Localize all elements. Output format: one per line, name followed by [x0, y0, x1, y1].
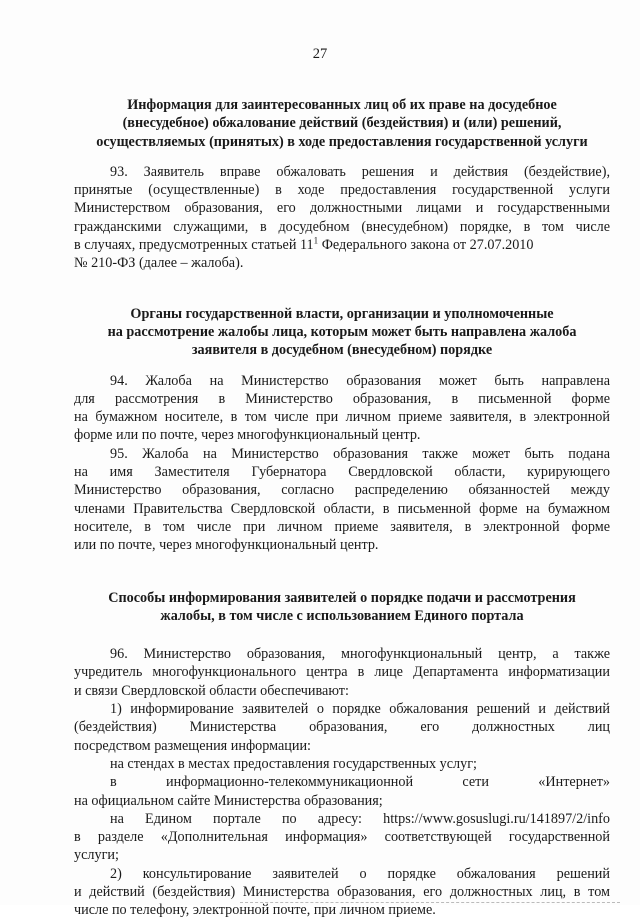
text-line: на Едином портале по адресу: https://www.gosuslugi.ru/141897/2/info — [110, 810, 610, 827]
text-line: 94. Жалоба на Министерство образования может быть направлена — [110, 372, 610, 389]
text-line: (бездействия) Министерства образования, его должностных лиц — [74, 719, 610, 736]
text-line: посредством размещения информации: — [74, 737, 312, 754]
text-line: форме или по почте, через многофункциональный центр. — [74, 427, 421, 444]
heading-line: осуществляемых (принятых) в ходе предоставления государственной услуги — [96, 133, 588, 150]
document-body — [74, 96, 610, 920]
text-line: членами Правительства Свердловской области, в письменной форме на бумажном — [74, 500, 610, 517]
text-line: носителе, в том числе при личном приеме заявителя, в электронной форме — [74, 518, 610, 535]
text-line: 1) информирование заявителей о порядке обжалования решений и действий — [110, 701, 610, 718]
text-fragment: в случаях, предусмотренных статьей 11 — [74, 237, 314, 254]
paragraph-95 — [74, 445, 610, 555]
text-line: 95. Жалоба на Министерство образования также может быть подана — [110, 445, 610, 462]
text-line: и связи Свердловской области обеспечивают: — [74, 682, 349, 699]
heading-line: заявителя в досудебном (внесудебном) порядке — [191, 342, 493, 359]
section-heading-authorities — [74, 305, 610, 360]
heading-line: (внесудебное) обжалование действий (бездействия) и (или) решений, — [122, 115, 562, 132]
paragraph-96 — [74, 645, 610, 700]
text-line: Министерством образования, его должностными лицами и государственными — [74, 200, 610, 217]
text-fragment: Федерального закона от 27.07.2010 — [318, 237, 534, 254]
heading-line: на рассмотрение жалобы лица, которым может быть направлена жалоба — [107, 323, 577, 340]
text-line: для рассмотрения в Министерство образования, в письменной форме — [74, 390, 610, 407]
list-item-2 — [74, 865, 610, 920]
heading-line: Информация для заинтересованных лиц об их праве на досудебное — [127, 97, 557, 113]
text-line: 93. Заявитель вправе обжаловать решения и действия (бездействие), — [110, 163, 610, 180]
text-line: на стендах в местах предоставления государственных услуг; — [110, 755, 477, 772]
list-item-1 — [74, 700, 610, 755]
text-line: принятые (осуществленные) в ходе предоставления государственной услуги — [74, 182, 610, 199]
text-line-with-footnote — [74, 236, 610, 254]
text-line: на бумажном носителе, в том числе при личном приеме заявителя, в электронной — [74, 409, 610, 426]
list-subitem-portal — [74, 810, 610, 865]
text-line: Министерство образования, согласно распределению обязанностей между — [74, 482, 610, 499]
paragraph-93 — [74, 163, 610, 273]
text-line: на имя Заместителя Губернатора Свердловской области, курирующего — [74, 464, 610, 481]
section-heading-appeal-rights — [74, 96, 610, 151]
text-line: числе по телефону, электронной почте, при личном приеме. — [74, 902, 436, 919]
text-line: гражданскими служащими, в досудебном (внесудебном) порядке, в том числе — [74, 218, 610, 235]
heading-line: Органы государственной власти, организации и уполномоченные — [130, 305, 554, 322]
text-line: и действий (бездействия) Министерства образования, его должностных лиц, в том — [74, 883, 610, 900]
heading-line: Способы информирования заявителей о порядке подачи и рассмотрения — [108, 589, 576, 606]
text-line: в информационно-телекоммуникационной сети «Интернет» — [110, 774, 610, 791]
text-line: учредитель многофункционального центра в лице Департамента информатизации — [74, 664, 610, 681]
text-line: услуги; — [74, 847, 119, 864]
list-subitem-stands — [74, 755, 610, 773]
list-subitem-internet — [74, 773, 610, 810]
text-line: 96. Министерство образования, многофункциональный центр, а также — [110, 646, 610, 663]
text-line: № 210-ФЗ (далее – жалоба). — [74, 255, 244, 272]
page-number: 27 — [312, 46, 328, 62]
text-line: на официальном сайте Министерства образования; — [74, 792, 383, 809]
superscript: 1 — [313, 235, 319, 246]
heading-line: жалобы, в том числе с использованием Единого портала — [160, 607, 524, 624]
text-line: в разделе «Дополнительная информация» соответствующей государственной — [74, 829, 610, 846]
text-line: 2) консультирование заявителей о порядке обжалования решений — [110, 865, 610, 882]
text-line: или по почте, через многофункциональный центр. — [74, 537, 379, 554]
page-bottom-edge — [240, 902, 620, 903]
paragraph-94 — [74, 372, 610, 445]
section-heading-informing — [74, 589, 610, 626]
